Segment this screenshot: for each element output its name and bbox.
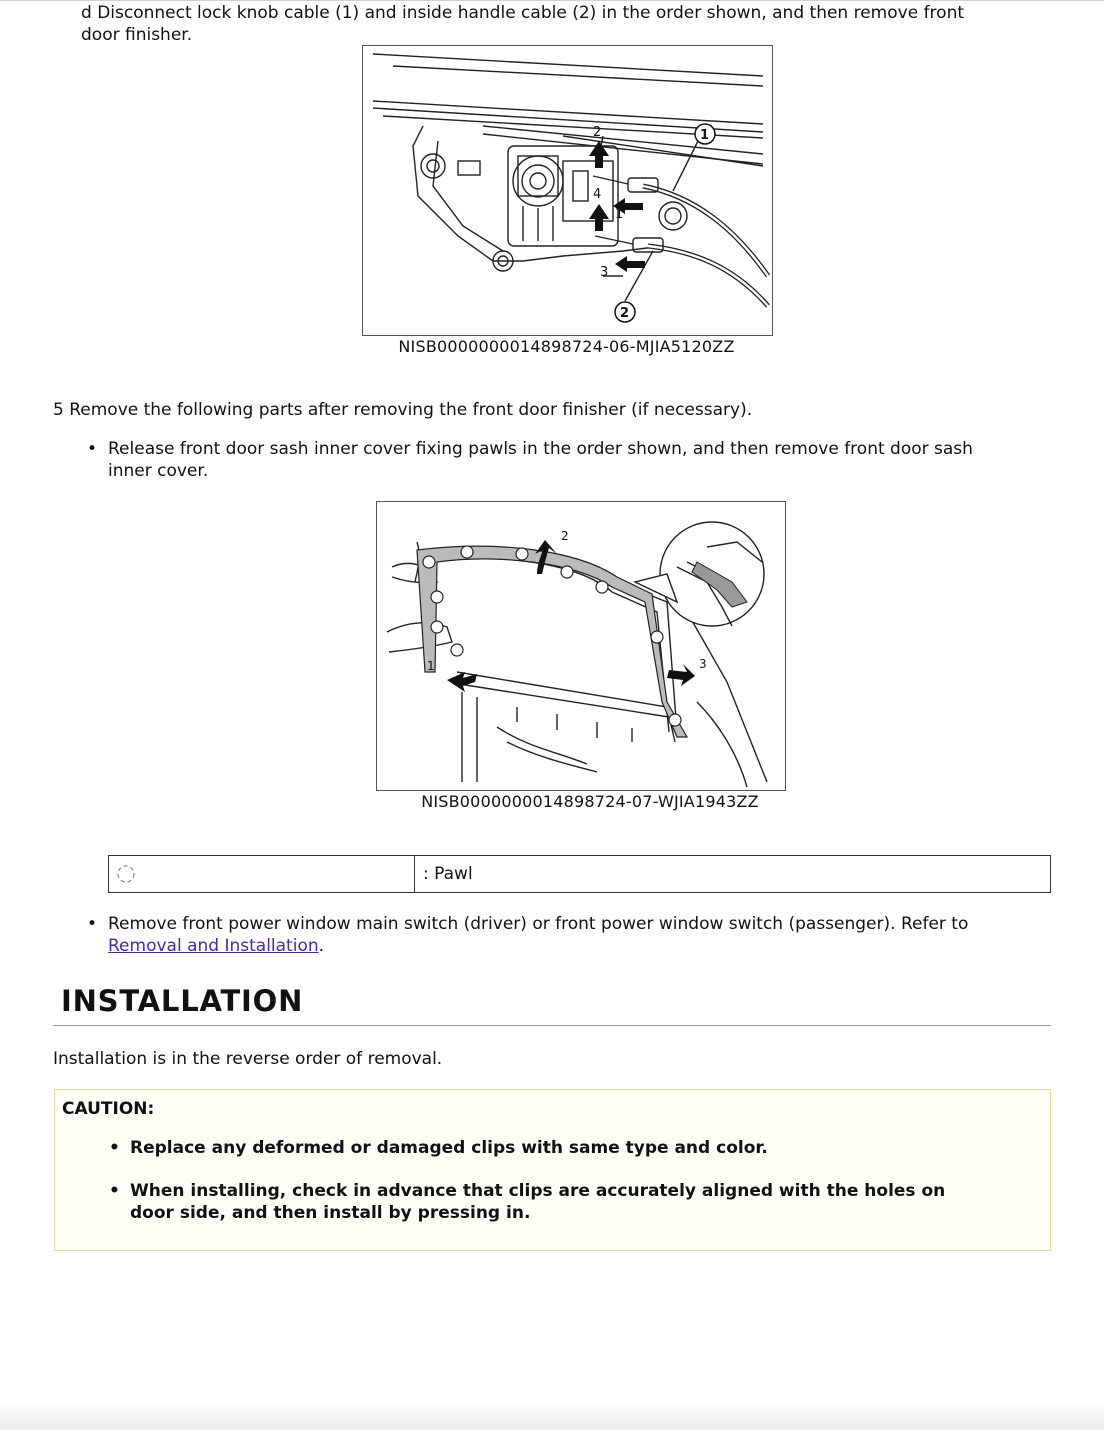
- legend-pawl-label: : Pawl: [423, 864, 473, 884]
- installation-text: Installation is in the reverse order of removal.: [53, 1049, 443, 1069]
- caution-item-2-line2: door side, and then install by pressing in.: [130, 1203, 531, 1223]
- fig1-label-2: 2: [593, 125, 602, 140]
- figure-sash-inner-cover: [376, 501, 786, 791]
- caution-box: [54, 1089, 1051, 1251]
- callout-1-label: 1: [700, 128, 710, 143]
- removal-installation-link[interactable]: Removal and Installation: [108, 936, 319, 956]
- caution-item-1-text: Replace any deformed or damaged clips with same type and color.: [130, 1138, 768, 1158]
- figure-door-finisher-cables: [362, 45, 773, 336]
- link-period: .: [318, 936, 325, 956]
- step-d-line2: door finisher.: [81, 25, 193, 45]
- top-divider: [0, 0, 1104, 1]
- figure2-caption: NISB0000000014898724-07-WJIA1943ZZ: [421, 792, 759, 811]
- fig2-label-3: 3: [699, 657, 707, 671]
- bullet-power-window-line2: [108, 935, 324, 957]
- bullet-dot: •: [87, 439, 98, 459]
- step5-text: 5 Remove the following parts after removing the front door finisher (if necessary).: [53, 400, 753, 420]
- caution-item-1: [109, 1137, 1039, 1159]
- figure1-caption: NISB0000000014898724-06-MJIA5120ZZ: [398, 337, 735, 356]
- step-d-line1: d Disconnect lock knob cable (1) and inside handle cable (2) in the order shown, and then remove front: [81, 3, 965, 23]
- bullet-power-window-line1: Remove front power window main switch (driver) or front power window switch (passenger). Refer to: [108, 914, 969, 934]
- step5-bullet1: [87, 438, 1047, 482]
- caution-item-2: [109, 1180, 1039, 1224]
- bullet-power-window: [87, 913, 1052, 957]
- bullet-dot: •: [87, 914, 98, 934]
- caution-item-2-line1: When installing, check in advance that clips are accurately aligned with the holes on: [130, 1181, 946, 1201]
- legend-table: [108, 855, 1051, 893]
- page-bottom-shadow: [0, 1400, 1104, 1430]
- door-finisher-illustration: [363, 46, 772, 335]
- bullet-dot: •: [109, 1181, 120, 1201]
- installation-heading: INSTALLATION: [61, 984, 304, 1018]
- sash-cover-illustration: [377, 502, 785, 790]
- bullet-dot: •: [109, 1138, 120, 1158]
- pawl-icon: [115, 863, 137, 885]
- fig2-label-2: 2: [561, 529, 569, 543]
- step5-bullet1-line2: inner cover.: [108, 461, 209, 481]
- step5-bullet1-line1: Release front door sash inner cover fixing pawls in the order shown, and then remove front door sash: [108, 439, 973, 459]
- fig2-label-1: 1: [427, 659, 435, 673]
- fig1-label-4: 4: [593, 187, 602, 202]
- heading-divider: [53, 1025, 1051, 1026]
- legend-symbol-cell: [109, 856, 415, 892]
- caution-title: CAUTION:: [62, 1099, 155, 1119]
- fig1-label-3: 3: [600, 265, 609, 280]
- callout-2-label: 2: [620, 306, 630, 321]
- fig1-label-1: 1: [615, 207, 624, 222]
